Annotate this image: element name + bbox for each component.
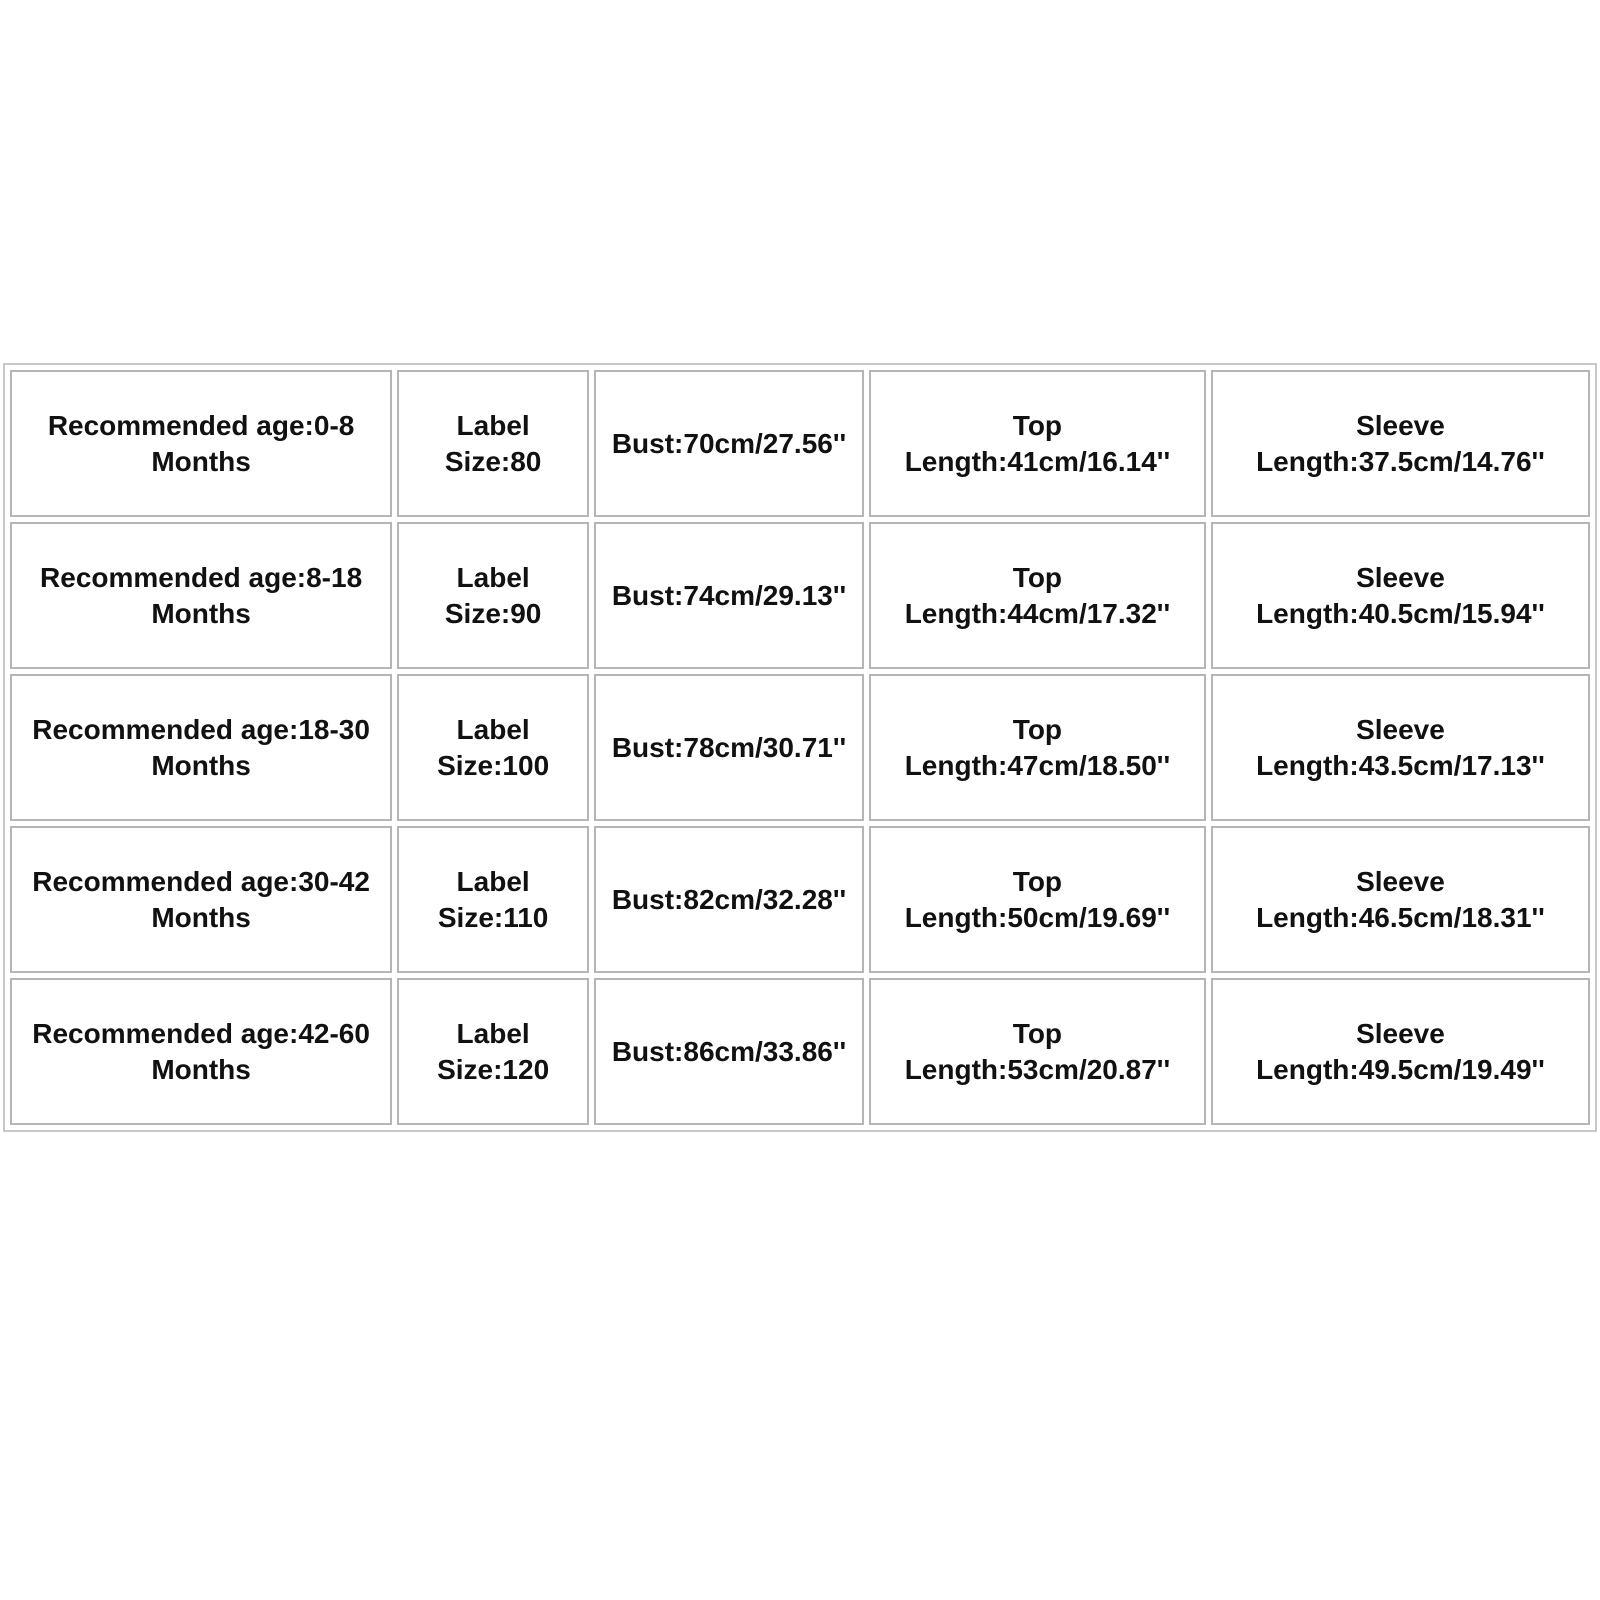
top-label: Top [1012,713,1063,745]
size-chart [3,363,1597,1132]
age-text: Recommended age:18-30 [32,713,370,745]
top-length-value: Length:47cm/18.50'' [904,749,1171,781]
top-label: Top [1012,561,1063,593]
size-row [10,370,1590,517]
sleeve-length-value: Length:40.5cm/15.94'' [1256,597,1545,629]
bust-value: Bust:74cm/29.13'' [611,579,847,611]
size-row [10,978,1590,1125]
sleeve-length-cell [1211,826,1590,973]
label-text: Label [456,561,530,593]
age-cell [10,826,392,973]
size-value: Size:100 [437,749,550,781]
sleeve-length-value: Length:46.5cm/18.31'' [1256,901,1545,933]
sleeve-label: Sleeve [1356,713,1445,745]
sleeve-length-cell [1211,978,1590,1125]
top-length-value: Length:53cm/20.87'' [904,1053,1171,1085]
age-cell [10,978,392,1125]
age-unit: Months [151,445,251,477]
sleeve-length-cell [1211,522,1590,669]
top-length-value: Length:50cm/19.69'' [904,901,1171,933]
age-text: Recommended age:0-8 [47,409,355,441]
sleeve-label: Sleeve [1356,1017,1445,1049]
sleeve-length-cell [1211,674,1590,821]
size-value: Size:90 [444,597,542,629]
bust-cell [594,978,864,1125]
top-length-value: Length:41cm/16.14'' [904,445,1171,477]
age-cell [10,370,392,517]
label-size-cell [397,978,589,1125]
bust-value: Bust:70cm/27.56'' [611,427,847,459]
top-length-cell [869,370,1206,517]
age-cell [10,522,392,669]
age-text: Recommended age:30-42 [32,865,370,897]
bust-value: Bust:78cm/30.71'' [611,731,847,763]
label-size-cell [397,370,589,517]
label-size-cell [397,522,589,669]
label-size-cell [397,674,589,821]
label-text: Label [456,865,530,897]
sleeve-length-cell [1211,370,1590,517]
age-text: Recommended age:42-60 [32,1017,370,1049]
age-cell [10,674,392,821]
bust-cell [594,370,864,517]
sleeve-length-value: Length:43.5cm/17.13'' [1256,749,1545,781]
label-text: Label [456,409,530,441]
top-length-cell [869,522,1206,669]
bust-cell [594,522,864,669]
size-value: Size:110 [437,901,549,933]
age-unit: Months [151,901,251,933]
sleeve-length-value: Length:49.5cm/19.49'' [1256,1053,1545,1085]
sleeve-label: Sleeve [1356,409,1445,441]
top-label: Top [1012,409,1063,441]
age-text: Recommended age:8-18 [40,561,363,593]
age-unit: Months [151,597,251,629]
bust-cell [594,826,864,973]
bust-cell [594,674,864,821]
sleeve-label: Sleeve [1356,561,1445,593]
size-row [10,674,1590,821]
label-text: Label [456,713,530,745]
size-row [10,826,1590,973]
top-length-value: Length:44cm/17.32'' [904,597,1171,629]
size-chart-table [5,365,1595,1130]
top-length-cell [869,674,1206,821]
sleeve-length-value: Length:37.5cm/14.76'' [1256,445,1545,477]
top-label: Top [1012,865,1063,897]
age-unit: Months [151,749,251,781]
top-length-cell [869,978,1206,1125]
age-unit: Months [151,1053,251,1085]
sleeve-label: Sleeve [1356,865,1445,897]
size-row [10,522,1590,669]
size-value: Size:120 [437,1053,550,1085]
top-label: Top [1012,1017,1063,1049]
bust-value: Bust:86cm/33.86'' [611,1035,847,1067]
bust-value: Bust:82cm/32.28'' [611,883,847,915]
label-text: Label [456,1017,530,1049]
label-size-cell [397,826,589,973]
top-length-cell [869,826,1206,973]
size-value: Size:80 [444,445,542,477]
